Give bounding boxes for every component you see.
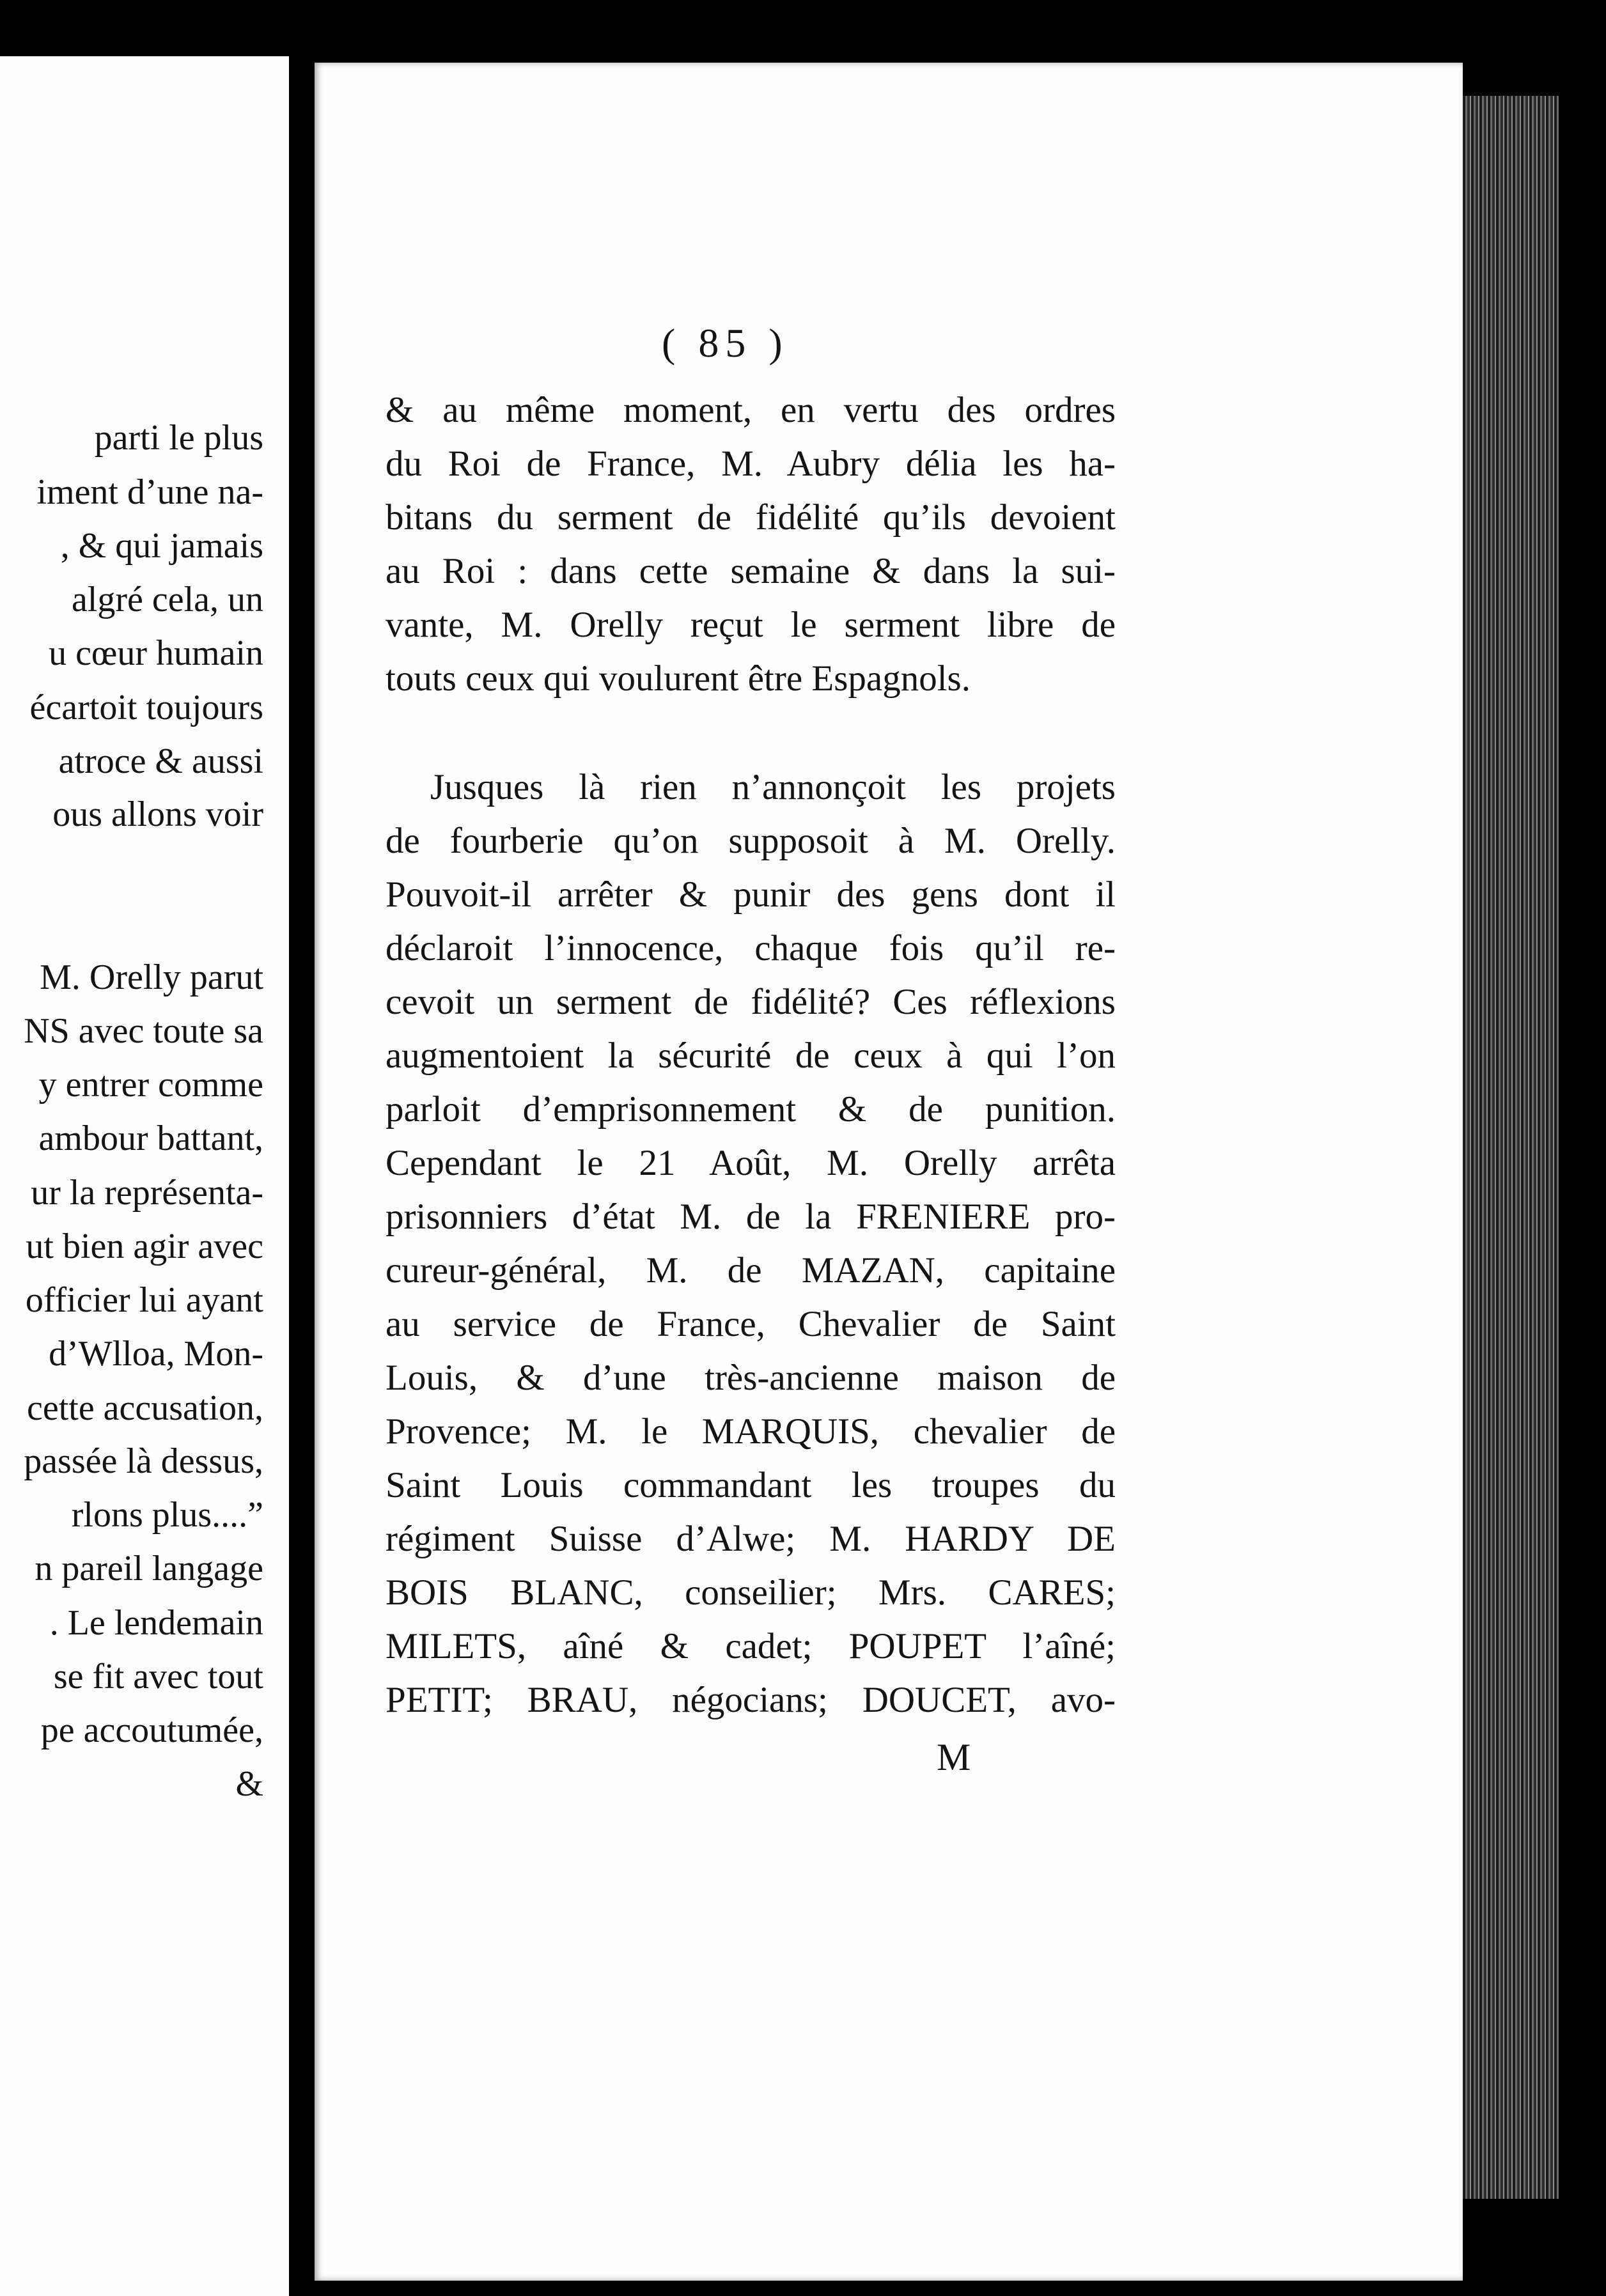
page-number: ( 85 ) — [662, 320, 789, 366]
text-line: déclaroit l’innocence, chaque fois qu’il re- — [386, 928, 1116, 968]
text-line: Saint Louis commandant les troupes du — [386, 1465, 1116, 1505]
left-page-line: M. Orelly parut — [40, 958, 263, 997]
text-line: MILETS, aîné & cadet; POUPET l’aîné; — [386, 1626, 1116, 1666]
text-line: Cependant le 21 Août, M. Orelly arrêta — [386, 1143, 1116, 1183]
text-line: de fourberie qu’on supposoit à M. Orelly. — [386, 821, 1116, 861]
left-page-line: cette accusation, — [26, 1388, 263, 1428]
left-page-line: écartoit toujours — [29, 688, 263, 727]
text-line: Provence; M. le MARQUIS, chevalier de — [386, 1411, 1116, 1452]
text-line: & au même moment, en vertu des ordres — [386, 390, 1116, 430]
text-line: vante, M. Orelly reçut le serment libre de — [386, 605, 1116, 645]
text-line: Louis, & d’une très-ancienne maison de — [386, 1358, 1116, 1398]
left-page-line: ut bien agir avec — [26, 1227, 263, 1266]
left-page-line: parti le plus — [94, 418, 263, 458]
text-line: prisonniers d’état M. de la FRENIERE pro- — [386, 1197, 1116, 1237]
left-page-line: ous allons voir — [52, 795, 263, 834]
text-line: bitans du serment de fidélité qu’ils devoient — [386, 497, 1116, 538]
left-page — [0, 56, 289, 2296]
left-page-line: ur la représenta- — [31, 1173, 263, 1213]
left-page-line: rlons plus....” — [71, 1495, 263, 1535]
left-page-line: pe accoutumée, — [40, 1710, 263, 1750]
left-page-line: n pareil langage — [35, 1549, 263, 1588]
left-page-line: , & qui jamais — [60, 526, 263, 566]
left-page-line: NS avec toute sa — [24, 1011, 263, 1051]
text-line: au service de France, Chevalier de Saint — [386, 1304, 1116, 1344]
left-page-line: passée là dessus, — [24, 1441, 263, 1481]
left-page-line: & — [235, 1764, 263, 1804]
text-line: du Roi de France, M. Aubry délia les ha- — [386, 444, 1116, 484]
left-page-line: ambour battant, — [38, 1119, 263, 1158]
page-edge — [1463, 96, 1559, 2199]
left-page-line: algré cela, un — [71, 580, 263, 619]
left-page-line: u cœur humain — [49, 633, 263, 673]
left-page-line: iment d’une na- — [36, 472, 263, 512]
text-line: Pouvoit-il arrêter & punir des gens dont il — [386, 874, 1116, 915]
left-page-line: y entrer comme — [38, 1065, 263, 1105]
text-line: Jusques là rien n’annonçoit les projets — [430, 767, 1116, 807]
body-text — [386, 384, 1116, 1727]
text-line: parloit d’emprisonnement & de punition. — [386, 1089, 1116, 1129]
text-line: régiment Suisse d’Alwe; M. HARDY DE — [386, 1519, 1116, 1559]
text-line: BOIS BLANC, conseilier; Mrs. CARES; — [386, 1572, 1116, 1613]
catchword: M — [937, 1736, 971, 1778]
text-line: PETIT; BRAU, négocians; DOUCET, avo- — [386, 1680, 1116, 1720]
left-page-line: d’Wlloa, Mon- — [49, 1334, 263, 1374]
left-page-line: officier lui ayant — [25, 1280, 263, 1320]
left-page-line: se fit avec tout — [53, 1657, 263, 1696]
text-line: au Roi : dans cette semaine & dans la sui- — [386, 551, 1116, 591]
text-line: cureur-général, M. de MAZAN, capitaine — [386, 1250, 1116, 1291]
left-page-line: atroce & aussi — [58, 741, 263, 781]
text-line: touts ceux qui voulurent être Espagnols. — [386, 658, 971, 699]
paragraph-gap — [386, 706, 1116, 761]
text-line: augmentoient la sécurité de ceux à qui l’on — [386, 1036, 1116, 1076]
text-line: cevoit un serment de fidélité? Ces réflexions — [386, 982, 1116, 1022]
left-page-line: . Le lendemain — [49, 1603, 263, 1643]
